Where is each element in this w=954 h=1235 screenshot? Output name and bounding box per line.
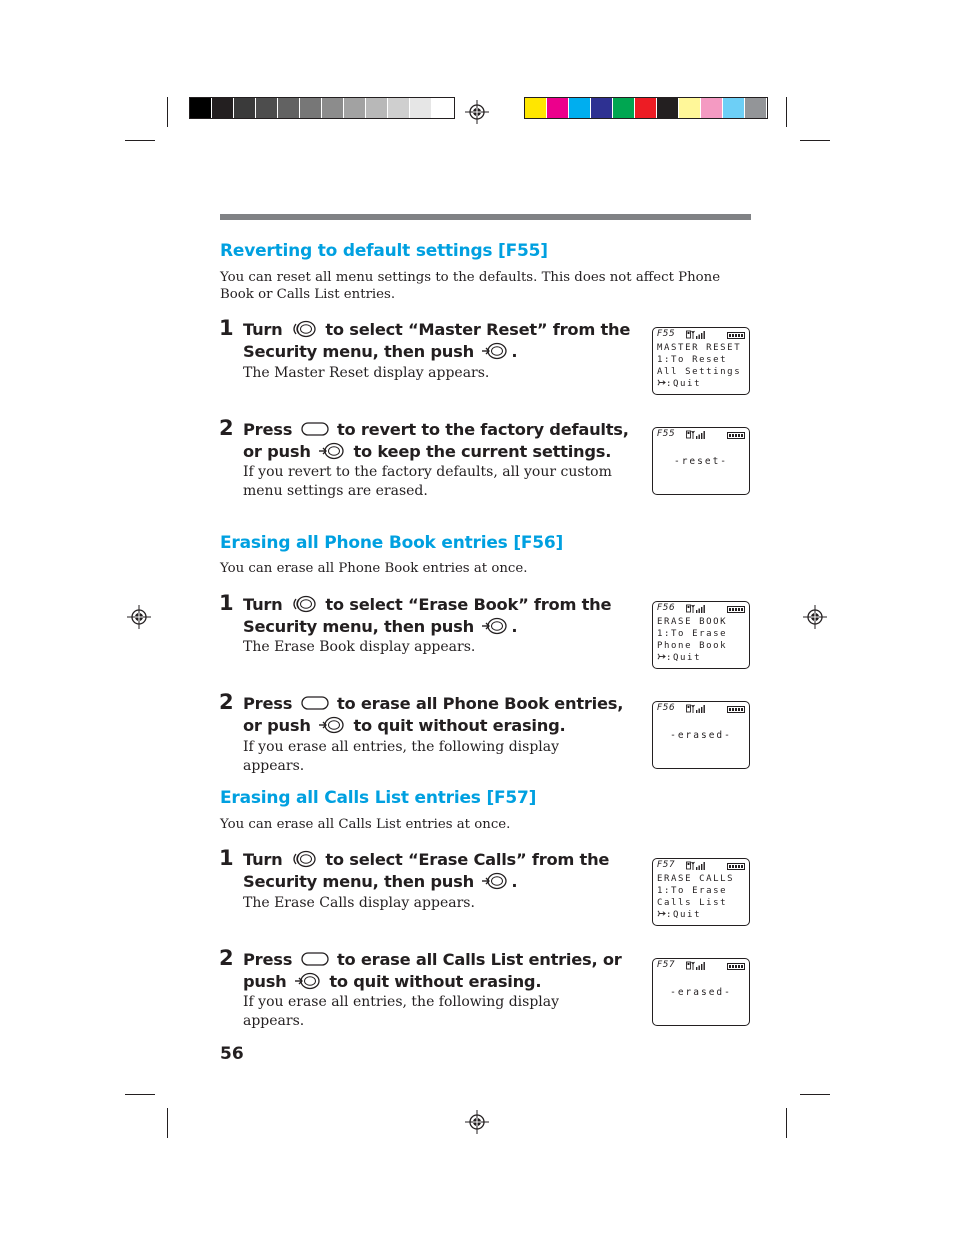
step-number: 1 bbox=[219, 316, 234, 340]
crop-mark bbox=[786, 97, 787, 127]
lcd-text: ERASE BOOK 1:To Erase Phone Book :Quit bbox=[657, 617, 728, 664]
quit-arrow-icon bbox=[657, 652, 666, 661]
signal-strength-icon bbox=[686, 604, 708, 614]
color-swatch bbox=[344, 98, 366, 118]
step-instruction: Turn to select “Erase Book” from the Security menu, then push . bbox=[243, 595, 612, 636]
crop-mark bbox=[125, 1094, 155, 1095]
signal-strength-icon bbox=[686, 430, 708, 440]
battery-icon bbox=[727, 432, 745, 439]
crop-mark bbox=[786, 1108, 787, 1138]
battery-icon bbox=[727, 606, 745, 613]
color-swatch bbox=[635, 98, 657, 118]
crop-mark bbox=[167, 1108, 168, 1138]
color-swatch bbox=[212, 98, 234, 118]
header-rule bbox=[220, 214, 751, 220]
step-instruction: Turn to select “Erase Calls” from the Security menu, then push . bbox=[243, 850, 610, 891]
color-swatch bbox=[745, 98, 767, 118]
step-result: If you revert to the factory defaults, all your custom menu settings are erased. bbox=[243, 464, 612, 499]
crop-mark bbox=[167, 97, 168, 127]
button-icon bbox=[300, 420, 330, 438]
step-result: The Erase Calls display appears. bbox=[243, 895, 475, 911]
step-instruction: Press to erase all Calls List entries, or push to quit without erasing. bbox=[243, 950, 622, 991]
registration-mark-icon bbox=[127, 605, 151, 629]
section-heading: Erasing all Phone Book entries [F56] bbox=[220, 533, 564, 553]
color-swatch bbox=[322, 98, 344, 118]
section-heading: Erasing all Calls List entries [F57] bbox=[220, 788, 537, 808]
lcd-display bbox=[652, 327, 750, 395]
jog-dial-push-icon bbox=[481, 342, 509, 360]
step-result: The Erase Book display appears. bbox=[243, 639, 476, 655]
jog-dial-turn-icon bbox=[290, 320, 318, 338]
step-number: 1 bbox=[219, 591, 234, 615]
color-swatch bbox=[701, 98, 723, 118]
process-color-bar bbox=[524, 97, 768, 119]
lcd-display bbox=[652, 601, 750, 669]
registration-mark-icon bbox=[803, 605, 827, 629]
step-instruction: Press to revert to the factory defaults, or push to keep the current settings. bbox=[243, 420, 629, 461]
quit-arrow-icon bbox=[657, 378, 666, 387]
signal-strength-icon bbox=[686, 330, 708, 340]
lcd-text: -reset- bbox=[673, 456, 729, 467]
step-result: If you erase all entries, the following display appears. bbox=[243, 994, 560, 1029]
color-swatch bbox=[657, 98, 679, 118]
battery-icon bbox=[727, 863, 745, 870]
section-intro: You can erase all Phone Book entries at once. bbox=[220, 561, 528, 576]
color-swatch bbox=[278, 98, 300, 118]
lcd-text: -erased- bbox=[670, 987, 732, 998]
color-swatch bbox=[432, 98, 454, 118]
color-swatch bbox=[300, 98, 322, 118]
section-heading: Reverting to default settings [F55] bbox=[220, 241, 548, 261]
color-swatch bbox=[591, 98, 613, 118]
lcd-function-code: F56 bbox=[657, 703, 676, 713]
step-number: 2 bbox=[219, 946, 234, 970]
color-swatch bbox=[547, 98, 569, 118]
crop-mark bbox=[800, 1094, 830, 1095]
lcd-function-code: F55 bbox=[657, 429, 676, 439]
lcd-display bbox=[652, 958, 750, 1026]
jog-dial-push-icon bbox=[481, 617, 509, 635]
battery-icon bbox=[727, 706, 745, 713]
lcd-function-code: F55 bbox=[657, 329, 676, 339]
section-intro: You can reset all menu settings to the defaults. This does not affect Phone Book or Calls List entries. bbox=[220, 270, 721, 302]
battery-icon bbox=[727, 963, 745, 970]
color-swatch bbox=[723, 98, 745, 118]
section-intro: You can erase all Calls List entries at once. bbox=[220, 817, 511, 832]
color-swatch bbox=[569, 98, 591, 118]
color-swatch bbox=[613, 98, 635, 118]
step-result: The Master Reset display appears. bbox=[243, 365, 490, 381]
registration-mark-icon bbox=[465, 100, 489, 124]
lcd-function-code: F57 bbox=[657, 860, 676, 870]
lcd-display bbox=[652, 701, 750, 769]
color-swatch bbox=[388, 98, 410, 118]
step-instruction: Turn to select “Master Reset” from the Security menu, then push . bbox=[243, 320, 631, 361]
jog-dial-turn-icon bbox=[290, 595, 318, 613]
color-swatch bbox=[234, 98, 256, 118]
jog-dial-push-icon bbox=[318, 442, 346, 460]
button-icon bbox=[300, 950, 330, 968]
signal-strength-icon bbox=[686, 704, 708, 714]
jog-dial-turn-icon bbox=[290, 850, 318, 868]
color-swatch bbox=[679, 98, 701, 118]
page-number: 56 bbox=[220, 1044, 244, 1064]
crop-mark bbox=[800, 140, 830, 141]
color-swatch bbox=[366, 98, 388, 118]
color-swatch bbox=[256, 98, 278, 118]
step-number: 2 bbox=[219, 690, 234, 714]
jog-dial-push-icon bbox=[481, 872, 509, 890]
grayscale-color-bar bbox=[189, 97, 455, 119]
battery-icon bbox=[727, 332, 745, 339]
color-swatch bbox=[410, 98, 432, 118]
lcd-text: MASTER RESET 1:To Reset All Settings :Quit bbox=[657, 343, 742, 390]
signal-strength-icon bbox=[686, 861, 708, 871]
lcd-display bbox=[652, 427, 750, 495]
button-icon bbox=[300, 694, 330, 712]
jog-dial-push-icon bbox=[318, 716, 346, 734]
lcd-function-code: F56 bbox=[657, 603, 676, 613]
registration-mark-icon bbox=[465, 1110, 489, 1134]
step-result: If you erase all entries, the following display appears. bbox=[243, 739, 560, 774]
crop-mark bbox=[125, 140, 155, 141]
step-number: 1 bbox=[219, 846, 234, 870]
lcd-display bbox=[652, 858, 750, 926]
lcd-text: -erased- bbox=[670, 730, 732, 741]
lcd-text: ERASE CALLS 1:To Erase Calls List :Quit bbox=[657, 874, 735, 921]
quit-arrow-icon bbox=[657, 909, 666, 918]
jog-dial-push-icon bbox=[294, 972, 322, 990]
lcd-function-code: F57 bbox=[657, 960, 676, 970]
color-swatch bbox=[525, 98, 547, 118]
step-number: 2 bbox=[219, 416, 234, 440]
step-instruction: Press to erase all Phone Book entries, or push to quit without erasing. bbox=[243, 694, 624, 735]
color-swatch bbox=[190, 98, 212, 118]
signal-strength-icon bbox=[686, 961, 708, 971]
